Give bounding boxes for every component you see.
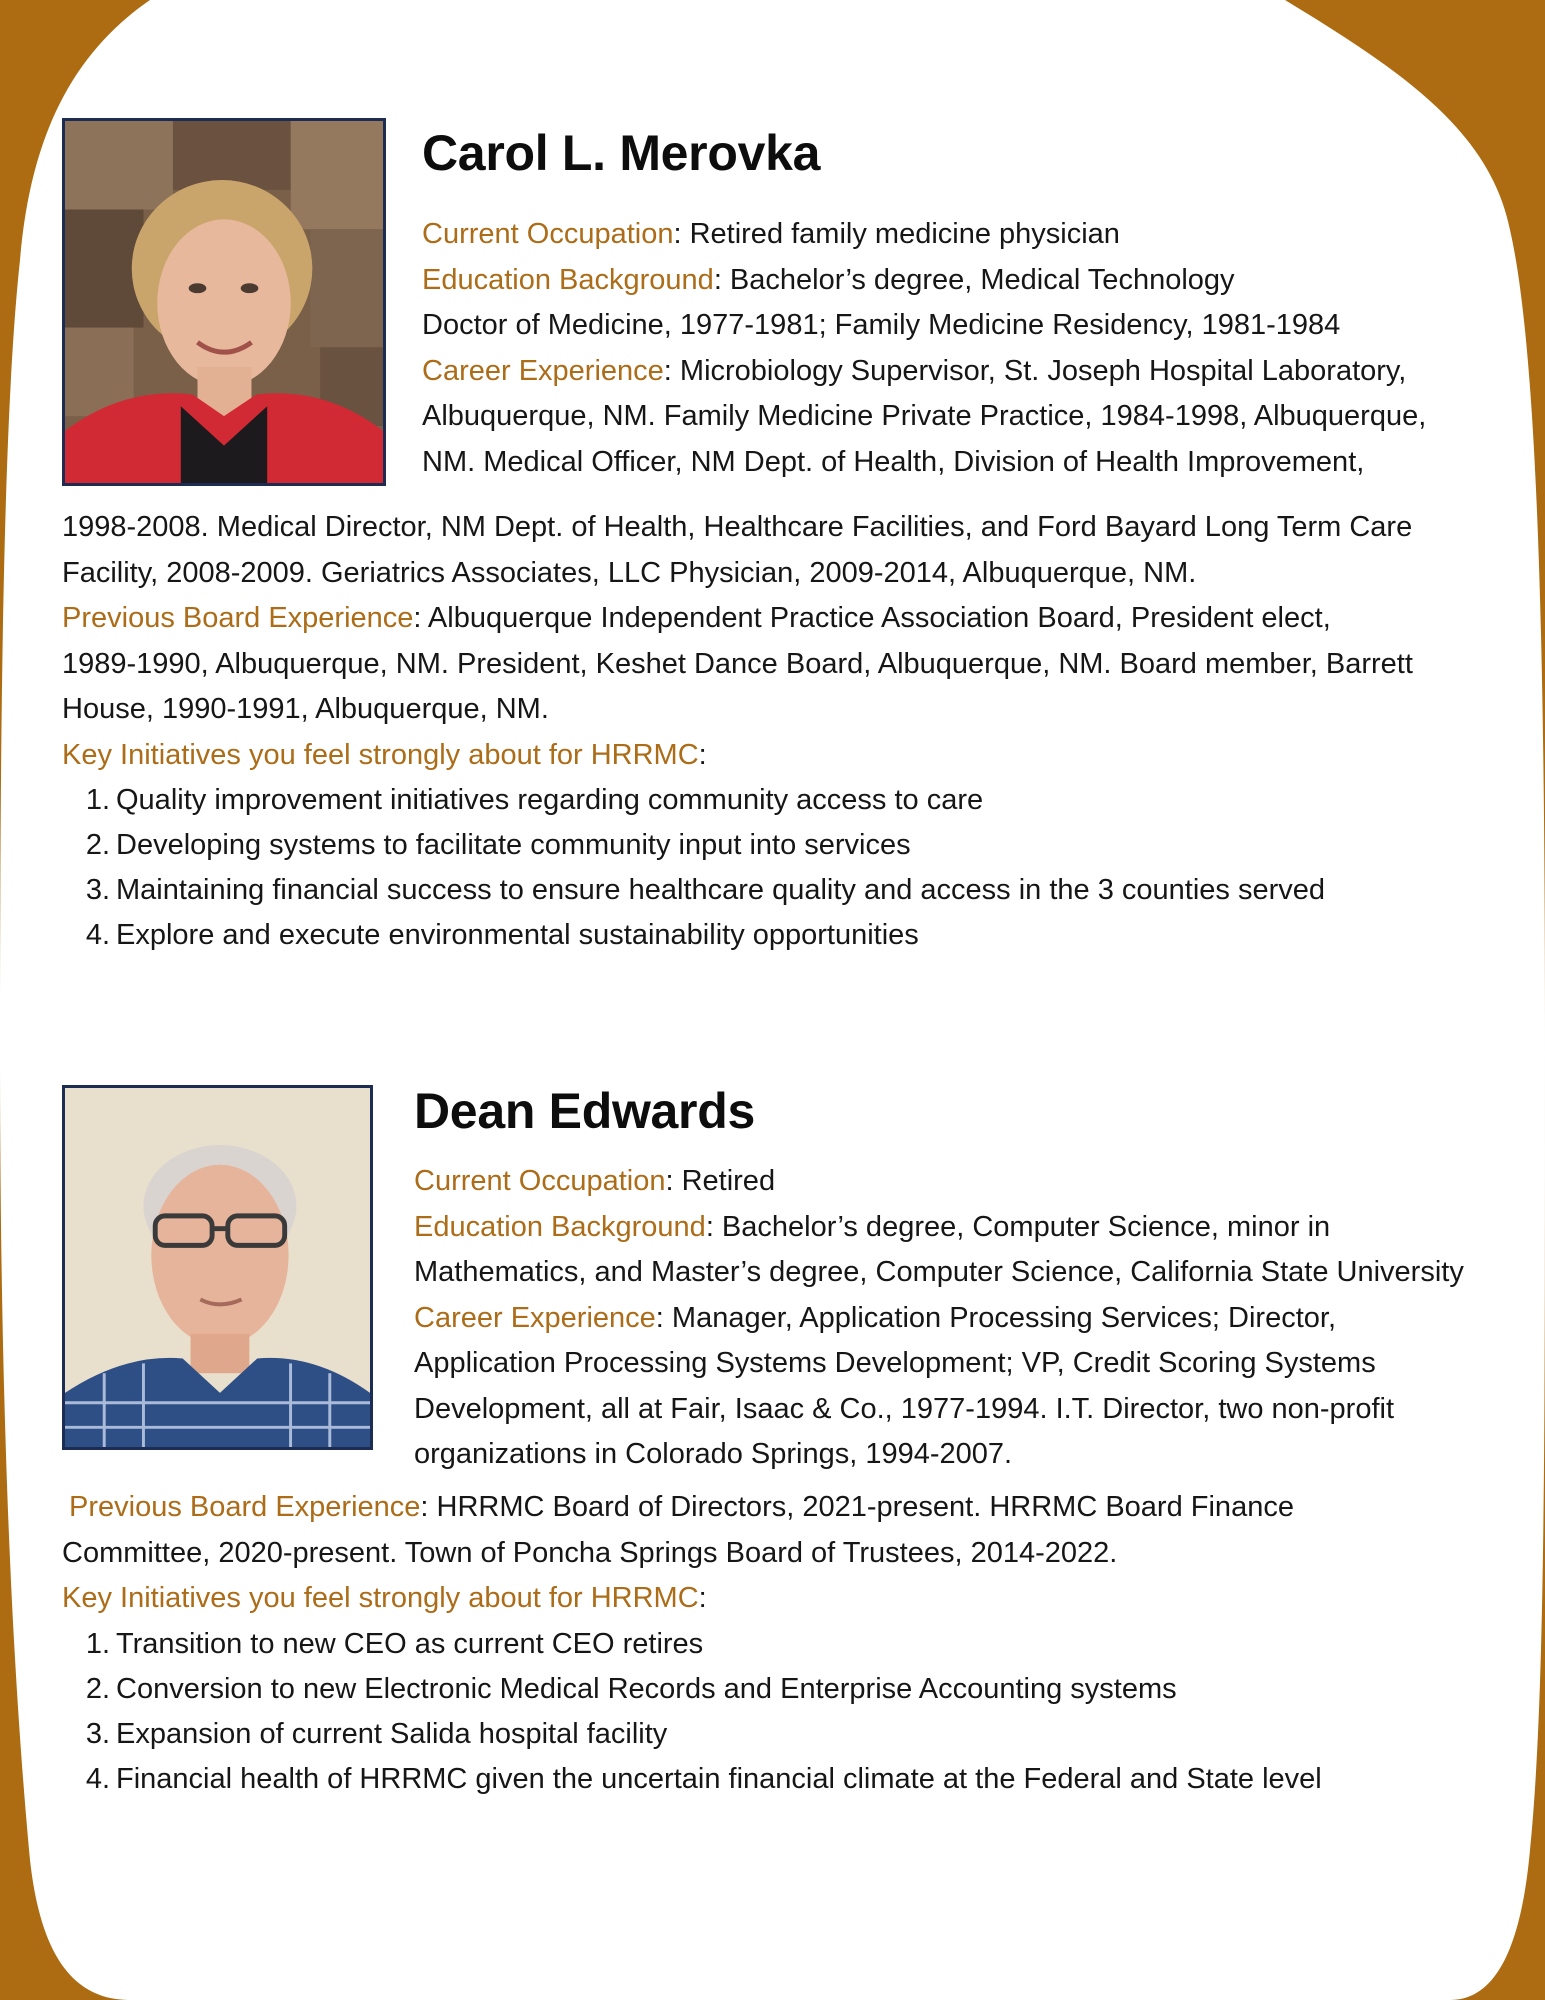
board-value-1: : Albuquerque Independent Practice Association Board, President elect, [413, 602, 1331, 634]
board-line-1 [62, 1485, 1322, 1531]
occupation-line [422, 212, 1426, 258]
career-line-3: Development, all at Fair, Isaac & Co., 1977-1994. I.T. Director, two non-profit [414, 1392, 1395, 1425]
board-line-2: Committee, 2020-present. Town of Poncha Springs Board of Trustees, 2014-2022. [62, 1536, 1118, 1569]
photo-dean-edwards [62, 1085, 373, 1450]
occupation-line [414, 1159, 1464, 1205]
education-label: Education Background [422, 263, 714, 296]
board-value-1: : HRRMC Board of Directors, 2021-present. HRRMC Board Finance [420, 1491, 1294, 1523]
board-line-1 [62, 596, 1413, 642]
list-number: 3. [85, 874, 110, 906]
profile-1-details-bottom [62, 505, 1413, 958]
list-item [62, 778, 1413, 823]
initiatives-label: Key Initiatives you feel strongly about for HRRMC [62, 1582, 699, 1614]
portrait-placeholder-2 [65, 1088, 370, 1447]
board-label: Previous Board Experience [62, 602, 414, 634]
initiatives-list-1 [62, 778, 1413, 958]
career-line-3: NM. Medical Officer, NM Dept. of Health, Division of Health Improvement, [422, 445, 1365, 478]
list-item [62, 1757, 1322, 1802]
list-item [62, 823, 1413, 868]
list-number: 4. [85, 1762, 110, 1795]
list-text: Transition to new CEO as current CEO retires [116, 1627, 704, 1660]
list-item [62, 1667, 1322, 1712]
career-value-1: : Microbiology Supervisor, St. Joseph Hospital Laboratory, [663, 354, 1407, 387]
list-text: Developing systems to facilitate community input into services [116, 829, 911, 861]
education-line-2: Mathematics, and Master’s degree, Computer Science, California State University [414, 1256, 1464, 1288]
career-line-2: Application Processing Systems Development; VP, Credit Scoring Systems [414, 1347, 1376, 1379]
career-line-4: 1998-2008. Medical Director, NM Dept. of Health, Healthcare Facilities, and Ford Bayard Long Term Care [62, 511, 1413, 543]
board-label: Previous Board Experience [69, 1491, 421, 1523]
career-line-4: organizations in Colorado Springs, 1994-2007. [414, 1438, 1013, 1470]
list-text: Conversion to new Electronic Medical Records and Enterprise Accounting systems [116, 1672, 1177, 1705]
career-line-2: Albuquerque, NM. Family Medicine Private Practice, 1984-1998, Albuquerque, [422, 400, 1427, 432]
profile-name-2: Dean Edwards [414, 1083, 755, 1139]
profile-name-1: Carol L. Merovka [422, 125, 821, 181]
list-text: Quality improvement initiatives regarding community access to care [116, 784, 984, 816]
portrait-placeholder-1 [65, 121, 383, 483]
career-line-1 [422, 349, 1426, 395]
occupation-value: : Retired [665, 1165, 776, 1197]
list-item [62, 1622, 1322, 1667]
initiatives-heading [62, 733, 1413, 779]
list-number: 3. [85, 1717, 110, 1750]
initiatives-colon: : [698, 738, 707, 771]
list-item [62, 1712, 1322, 1757]
career-line-5: Facility, 2008-2009. Geriatrics Associates, LLC Physician, 2009-2014, Albuquerque, NM. [62, 556, 1197, 589]
education-line-2: Doctor of Medicine, 1977-1981; Family Medicine Residency, 1981-1984 [422, 309, 1341, 341]
career-value-1: : Manager, Application Processing Services; Director, [655, 1301, 1337, 1334]
list-number: 1. [85, 1627, 110, 1660]
list-text: Maintaining financial success to ensure healthcare quality and access in the 3 counties served [116, 874, 1326, 906]
photo-carol-merovka [62, 118, 386, 486]
list-number: 4. [85, 919, 110, 951]
initiatives-list-2 [62, 1622, 1322, 1802]
education-line-1 [414, 1205, 1464, 1251]
board-line-3: House, 1990-1991, Albuquerque, NM. [62, 693, 549, 725]
career-line-1 [414, 1296, 1464, 1342]
list-item [62, 913, 1413, 958]
occupation-value: : Retired family medicine physician [673, 218, 1120, 250]
list-text: Financial health of HRRMC given the uncertain financial climate at the Federal and State level [116, 1762, 1322, 1795]
initiatives-colon: : [698, 1582, 707, 1614]
list-item [62, 868, 1413, 913]
list-number: 2. [85, 1672, 110, 1705]
career-label: Career Experience [422, 354, 664, 387]
list-number: 2. [85, 829, 110, 861]
profile-1-details-top [422, 212, 1426, 485]
occupation-label: Current Occupation [422, 218, 674, 250]
board-line-2: 1989-1990, Albuquerque, NM. President, Keshet Dance Board, Albuquerque, NM. Board member, Barrett [62, 647, 1413, 680]
education-line-1 [422, 258, 1426, 304]
occupation-label: Current Occupation [414, 1165, 666, 1197]
profile-2-details-top [414, 1159, 1464, 1478]
education-value-1: : Bachelor’s degree, Computer Science, minor in [705, 1210, 1331, 1243]
profile-2-details-bottom [62, 1485, 1322, 1802]
list-text: Explore and execute environmental sustainability opportunities [116, 919, 919, 951]
career-label: Career Experience [414, 1301, 656, 1334]
list-number: 1. [85, 784, 110, 816]
list-text: Expansion of current Salida hospital facility [116, 1717, 668, 1750]
initiatives-label: Key Initiatives you feel strongly about for HRRMC [62, 738, 699, 771]
education-label: Education Background [414, 1210, 706, 1243]
education-value-1: : Bachelor’s degree, Medical Technology [713, 263, 1235, 296]
initiatives-heading [62, 1576, 1322, 1622]
